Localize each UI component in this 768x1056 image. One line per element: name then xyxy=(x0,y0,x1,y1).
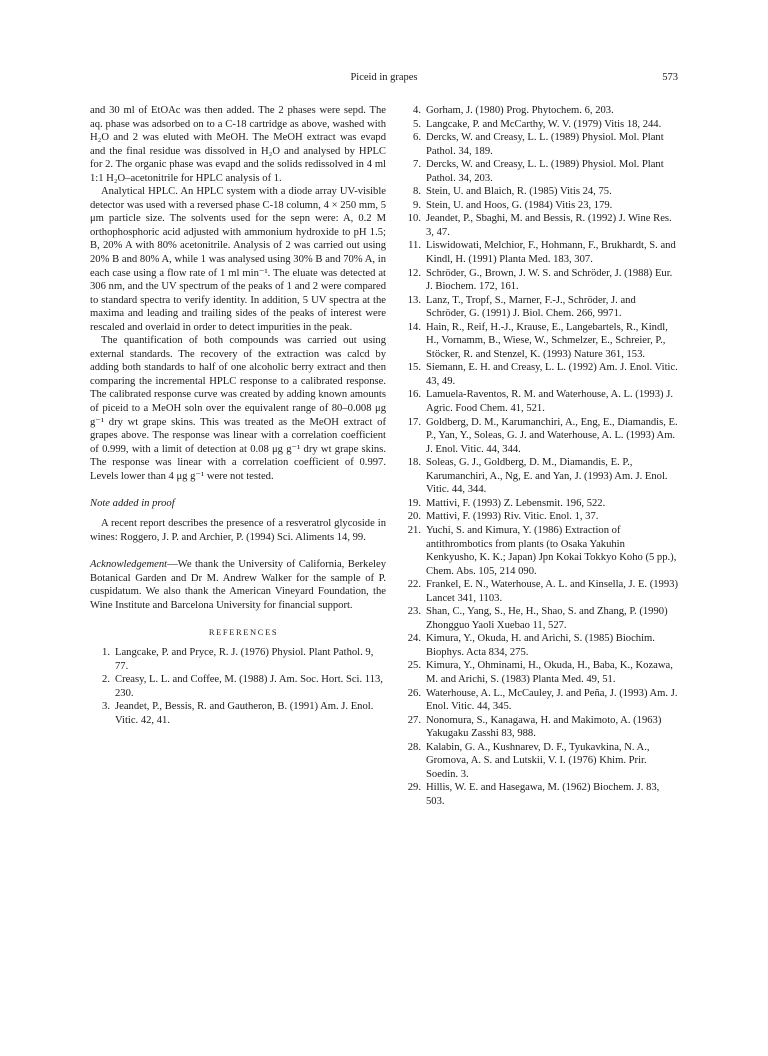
reference-item: 15. Siemann, E. H. and Creasy, L. L. (1992) Am. J. Enol. Vitic. 43, 49. xyxy=(407,362,678,387)
reference-item: 7. Dercks, W. and Creasy, L. L. (1989) Physiol. Mol. Plant Pathol. 34, 203. xyxy=(413,159,664,184)
reference-item: 3. Jeandet, P., Bessis, R. and Gautheron, B. (1991) Am. J. Enol. Vitic. 42, 41. xyxy=(102,701,374,726)
quantification-paragraph: The quantification of both compounds was carried out using external standards. The recovery of the extraction was calcd by adding both standards to half of one alcoholic berry extract and then comparing the incremental HPLC response to a calibrated response. The calibrated response curve was created by adding known amounts of piceid to a MeOH soln over the equivalent range of 80–0.008 μg g⁻¹ dry wt grape skins. This was treated as the MeOH extract of grapes above. The response was linear with a correlation coefficient of 0.999, with a limit of detection at 0.08 μg g⁻¹ dry wt grape skins. The response was linear with a correlation coefficient of 0.997. Levels lower than 4 μg g⁻¹ were not tested. xyxy=(90,335,386,482)
reference-item: 24. Kimura, Y., Okuda, H. and Arichi, S. (1985) Biochim. Biophys. Acta 834, 275. xyxy=(407,633,655,658)
reference-item: 22. Frankel, E. N., Waterhouse, A. L. and Kinsella, J. E. (1993) Lancet 341, 1103. xyxy=(407,579,678,604)
right-column xyxy=(402,104,678,808)
reference-item: 20. Mattivi, F. (1993) Riv. Vitic. Enol. 1, 37. xyxy=(407,511,599,523)
reference-item: 12. Schröder, G., Brown, J. W. S. and Schröder, J. (1988) Eur. J. Biochem. 172, 161. xyxy=(407,267,673,293)
reference-item: 21. Yuchi, S. and Kimura, Y. (1986) Extraction of antithrombotics from plants (to Osaka Yakuhin Kenkyusho, K. K.; Japan) Jpn Kokai Tokkyo Koho (5 pp.), Chem. Abs. 105, 214 090. xyxy=(407,524,677,577)
reference-item: 14. Hain, R., Reif, H.-J., Krause, E., Langebartels, R., Kindl, H., Vornamm, B., Wiese, W., Schmelzer, E., Schreier, P., Stöcker, R. and Stenzel, K. (1993) Nature 361, 153. xyxy=(407,321,668,360)
methods-paragraph: and 30 ml of EtOAc was then added. The 2 phases were sepd. The aq. phase was adsorbed on to a C-18 cartridge as above, washed with H₂O and 2 was eluted with MeOH. The MeOH extract was evapd and the final residue was dissolved in H₂O and analysed by HPLC for 2. The organic phase was evapd and the solids redissolved in 4 ml 1:1 H₂O–acetonitrile for HPLC analysis of 1. xyxy=(90,105,386,184)
reference-item: 18. Soleas, G. J., Goldberg, D. M., Diamandis, E. P., Karumanchiri, A., Ng, E. and Yan, J. (1993) Am. J. Enol. Vitic. 44, 344. xyxy=(407,457,668,496)
reference-item: 9. Stein, U. and Hoos, G. (1984) Vitis 23, 179. xyxy=(413,199,613,211)
acknowledgement-label: Acknowledgement xyxy=(90,558,168,570)
reference-item: 23. Shan, C., Yang, S., He, H., Shao, S. and Zhang, P. (1990) Zhongguo Yaoli Xuebao 11, 527. xyxy=(407,606,668,631)
note-text: A recent report describes the presence of a resveratrol glycoside in wines: Roggero, J. P. and Archier, P. (1994) Sci. Aliments 14, 99. xyxy=(90,518,386,543)
hplc-paragraph: Analytical HPLC. An HPLC system with a diode array UV-visible detector was used with a reversed phase C-18 column, 4 × 250 mm, 5 μm particle size. The solvents used for the sepn were: A, 0.2 M orthophosphoric acid adjusted with ammonium hydroxide to pH 1.5; B, 20% A with 80% acetonitrile. Analysis of 2 was carried out using 20% B and 80% A, while 1 was analysed using 30% B and 70% A, in each case using a flow rate of 1 ml min⁻¹. The eluate was detected at 306 nm, and the UV spectrum of the peaks of 1 and 2 were compared to standard spectra to verify identity. In addition, 5 UV spectra at the maxima and leading and trailing sides of the peaks of interest were rescaled and overlaid in order to detect impurities in the peak. xyxy=(90,186,386,333)
reference-item: 2. Creasy, L. L. and Coffee, M. (1988) J. Am. Soc. Hort. Sci. 113, 230. xyxy=(102,674,383,699)
reference-item: 25. Kimura, Y., Ohminami, H., Okuda, H., Baba, K., Kozawa, M. and Arichi, S. (1983) Planta Med. 49, 51. xyxy=(407,660,673,685)
reference-item: 17. Goldberg, D. M., Karumanchiri, A., Eng, E., Diamandis, E. P., Yan, Y., Soleas, G. J. and Waterhouse, A. L. (1993) Am. J. Enol. Vitic. 44, 344. xyxy=(407,416,678,455)
reference-item: 13. Lanz, T., Tropf, S., Marner, F.-J., Schröder, J. and Schröder, G. (1991) J. Biol. Chem. 266, 9971. xyxy=(407,294,636,320)
reference-item: 26. Waterhouse, A. L., McCauley, J. and Peña, J. (1993) Am. J. Enol. Vitic. 44, 345. xyxy=(407,687,678,713)
reference-item: 27. Nonomura, S., Kanagawa, H. and Makimoto, A. (1963) Yakugaku Zasshi 83, 988. xyxy=(407,714,662,740)
left-column xyxy=(90,104,386,727)
acknowledgement-text: —We thank the University of California, Berkeley Botanical Garden and Dr M. Andrew Walker for the sample of P. cuspidatum. We also thank the American Vineyard Foundation, the Wine Institute and Barcelona University for financial support. xyxy=(90,558,386,611)
note-heading: Note added in proof xyxy=(90,497,175,509)
acknowledgement xyxy=(90,558,386,612)
reference-item: 16. Lamuela-Raventos, R. M. and Waterhouse, A. L. (1993) J. Agric. Food Chem. 41, 521. xyxy=(407,389,673,415)
reference-item: 19. Mattivi, F. (1993) Z. Lebensmit. 196, 522. xyxy=(407,497,606,509)
reference-item: 1. Langcake, P. and Pryce, R. J. (1976) Physiol. Plant Pathol. 9, 77. xyxy=(102,647,374,672)
reference-item: 5. Langcake, P. and McCarthy, W. V. (1979) Vitis 18, 244. xyxy=(413,118,662,130)
reference-item: 28. Kalabin, G. A., Kushnarev, D. F., Tyukavkina, N. A., Gromova, A. S. and Lutskii, V. I. (1976) Khim. Prir. Soedin. 3. xyxy=(407,741,650,780)
reference-item: 10. Jeandet, P., Sbaghi, M. and Bessis, R. (1992) J. Wine Res. 3, 47. xyxy=(407,213,672,238)
reference-item: 29. Hillis, W. E. and Hasegawa, M. (1962) Biochem. J. 83, 503. xyxy=(407,782,660,807)
reference-item: 8. Stein, U. and Blaich, R. (1985) Vitis 24, 75. xyxy=(413,186,612,198)
references-heading: REFERENCES xyxy=(208,626,279,637)
running-title: Piceid in grapes xyxy=(350,72,418,83)
page-number: 573 xyxy=(662,72,678,83)
reference-item: 11. Liswidowati, Melchior, F., Hohmann, F., Brukhardt, S. and Kindl, H. (1991) Planta Med. 183, 307. xyxy=(408,240,676,266)
reference-item: 6. Dercks, W. and Creasy, L. L. (1989) Physiol. Mol. Plant Pathol. 34, 189. xyxy=(413,132,664,157)
running-head xyxy=(90,72,678,86)
reference-item: 4. Gorham, J. (1980) Prog. Phytochem. 6, 203. xyxy=(413,105,614,116)
